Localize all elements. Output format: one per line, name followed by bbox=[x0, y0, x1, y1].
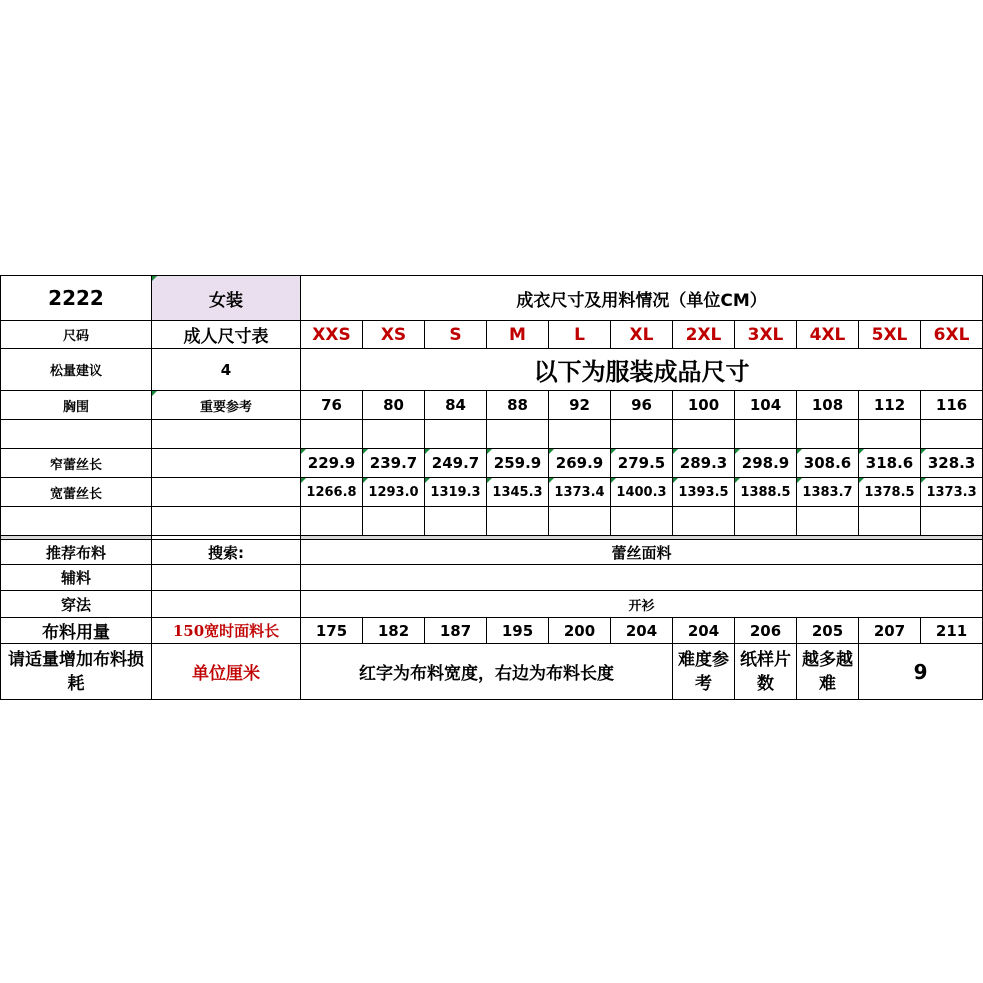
size-header: 4XL bbox=[797, 321, 859, 349]
fabric-value: 蕾丝面料 bbox=[301, 540, 983, 565]
narrow-lace-value: 259.9 bbox=[487, 449, 549, 478]
empty-cell bbox=[859, 420, 921, 449]
size-header: XS bbox=[363, 321, 425, 349]
usage-value: 175 bbox=[301, 618, 363, 644]
style-code: 2222 bbox=[1, 276, 152, 321]
chest-value: 92 bbox=[549, 391, 611, 420]
usage-value: 205 bbox=[797, 618, 859, 644]
pieces-count: 9 bbox=[859, 644, 983, 700]
usage-value: 207 bbox=[859, 618, 921, 644]
size-header: L bbox=[549, 321, 611, 349]
narrow-lace-value: 269.9 bbox=[549, 449, 611, 478]
empty-cell bbox=[152, 565, 301, 591]
chest-value: 108 bbox=[797, 391, 859, 420]
narrow-lace-value: 279.5 bbox=[611, 449, 673, 478]
usage-value: 211 bbox=[921, 618, 983, 644]
wide-lace-value: 1319.3 bbox=[425, 478, 487, 507]
size-header: XL bbox=[611, 321, 673, 349]
chest-row bbox=[1, 391, 983, 420]
usage-value: 195 bbox=[487, 618, 549, 644]
empty-cell bbox=[797, 507, 859, 536]
size-header: 3XL bbox=[735, 321, 797, 349]
header-row bbox=[1, 276, 983, 321]
wear-label: 穿法 bbox=[1, 591, 152, 618]
usage-value: 187 bbox=[425, 618, 487, 644]
narrow-lace-value: 249.7 bbox=[425, 449, 487, 478]
wide-lace-value: 1345.3 bbox=[487, 478, 549, 507]
usage-row bbox=[1, 618, 983, 644]
narrow-lace-value: 229.9 bbox=[301, 449, 363, 478]
empty-cell bbox=[549, 420, 611, 449]
narrow-lace-value: 328.3 bbox=[921, 449, 983, 478]
chest-label: 胸围 bbox=[1, 391, 152, 420]
usage-note: 150宽时面料长 bbox=[152, 618, 301, 644]
wide-lace-value: 1383.7 bbox=[797, 478, 859, 507]
chest-value: 88 bbox=[487, 391, 549, 420]
chest-value: 112 bbox=[859, 391, 921, 420]
narrow-lace-value: 308.6 bbox=[797, 449, 859, 478]
loss-note: 请适量增加布料损耗 bbox=[1, 644, 152, 700]
chest-value: 104 bbox=[735, 391, 797, 420]
size-row bbox=[1, 321, 983, 349]
wide-lace-value: 1266.8 bbox=[301, 478, 363, 507]
wide-lace-value: 1378.5 bbox=[859, 478, 921, 507]
narrow-lace-value: 298.9 bbox=[735, 449, 797, 478]
empty-cell bbox=[921, 507, 983, 536]
empty-cell bbox=[152, 449, 301, 478]
chest-value: 76 bbox=[301, 391, 363, 420]
empty-cell bbox=[797, 420, 859, 449]
chest-ref: 重要参考 bbox=[152, 391, 301, 420]
empty-cell bbox=[1, 507, 152, 536]
accessory-row bbox=[1, 565, 983, 591]
chest-value: 100 bbox=[673, 391, 735, 420]
empty-cell bbox=[425, 420, 487, 449]
wide-lace-value: 1388.5 bbox=[735, 478, 797, 507]
narrow-lace-value: 289.3 bbox=[673, 449, 735, 478]
unit-note: 单位厘米 bbox=[152, 644, 301, 700]
empty-cell bbox=[152, 478, 301, 507]
empty-cell bbox=[735, 507, 797, 536]
chest-value: 84 bbox=[425, 391, 487, 420]
wear-row bbox=[1, 591, 983, 618]
chest-value: 96 bbox=[611, 391, 673, 420]
finished-size-note: 以下为服装成品尺寸 bbox=[301, 349, 983, 391]
narrow-lace-label: 窄蕾丝长 bbox=[1, 449, 152, 478]
color-explain: 红字为布料宽度，右边为布料长度 bbox=[301, 644, 673, 700]
usage-label: 布料用量 bbox=[1, 618, 152, 644]
pieces-label: 纸样片数 bbox=[735, 644, 797, 700]
empty-cell bbox=[921, 420, 983, 449]
empty-cell bbox=[301, 507, 363, 536]
empty-cell bbox=[611, 507, 673, 536]
empty-cell bbox=[152, 420, 301, 449]
size-chart-table bbox=[0, 275, 983, 700]
narrow-lace-row bbox=[1, 449, 983, 478]
size-table-name: 成人尺寸表 bbox=[152, 321, 301, 349]
harder-label: 越多越难 bbox=[797, 644, 859, 700]
empty-cell bbox=[425, 507, 487, 536]
usage-value: 204 bbox=[611, 618, 673, 644]
narrow-lace-value: 318.6 bbox=[859, 449, 921, 478]
wide-lace-label: 宽蕾丝长 bbox=[1, 478, 152, 507]
empty-cell bbox=[152, 591, 301, 618]
empty-cell bbox=[301, 420, 363, 449]
size-header: 6XL bbox=[921, 321, 983, 349]
chest-value: 80 bbox=[363, 391, 425, 420]
empty-cell bbox=[611, 420, 673, 449]
usage-value: 182 bbox=[363, 618, 425, 644]
fabric-label: 推荐布料 bbox=[1, 540, 152, 565]
accessory-label: 辅料 bbox=[1, 565, 152, 591]
wear-value: 开衫 bbox=[301, 591, 983, 618]
empty-cell bbox=[1, 420, 152, 449]
empty-cell bbox=[673, 420, 735, 449]
size-header: S bbox=[425, 321, 487, 349]
empty-cell bbox=[363, 420, 425, 449]
empty-cell bbox=[859, 507, 921, 536]
empty-cell bbox=[549, 507, 611, 536]
empty-cell bbox=[152, 507, 301, 536]
empty-cell bbox=[673, 507, 735, 536]
chest-value: 116 bbox=[921, 391, 983, 420]
wide-lace-value: 1373.3 bbox=[921, 478, 983, 507]
size-header: 5XL bbox=[859, 321, 921, 349]
empty-cell bbox=[487, 420, 549, 449]
ease-label: 松量建议 bbox=[1, 349, 152, 391]
fabric-search: 搜索: bbox=[152, 540, 301, 565]
empty-cell bbox=[363, 507, 425, 536]
fabric-row bbox=[1, 540, 983, 565]
wide-lace-value: 1373.4 bbox=[549, 478, 611, 507]
category-label: 女装 bbox=[152, 276, 301, 321]
size-header: XXS bbox=[301, 321, 363, 349]
size-row-label: 尺码 bbox=[1, 321, 152, 349]
empty-row bbox=[1, 507, 983, 536]
empty-cell bbox=[487, 507, 549, 536]
footer-row bbox=[1, 644, 983, 700]
empty-row bbox=[1, 420, 983, 449]
empty-cell bbox=[735, 420, 797, 449]
usage-value: 204 bbox=[673, 618, 735, 644]
table-title: 成衣尺寸及用料情况（单位CM） bbox=[301, 276, 983, 321]
accessory-value bbox=[301, 565, 983, 591]
size-header: M bbox=[487, 321, 549, 349]
usage-value: 200 bbox=[549, 618, 611, 644]
wide-lace-value: 1393.5 bbox=[673, 478, 735, 507]
size-header: 2XL bbox=[673, 321, 735, 349]
wide-lace-value: 1293.0 bbox=[363, 478, 425, 507]
ease-value: 4 bbox=[152, 349, 301, 391]
ease-row bbox=[1, 349, 983, 391]
narrow-lace-value: 239.7 bbox=[363, 449, 425, 478]
difficulty-label: 难度参考 bbox=[673, 644, 735, 700]
wide-lace-value: 1400.3 bbox=[611, 478, 673, 507]
wide-lace-row bbox=[1, 478, 983, 507]
usage-value: 206 bbox=[735, 618, 797, 644]
